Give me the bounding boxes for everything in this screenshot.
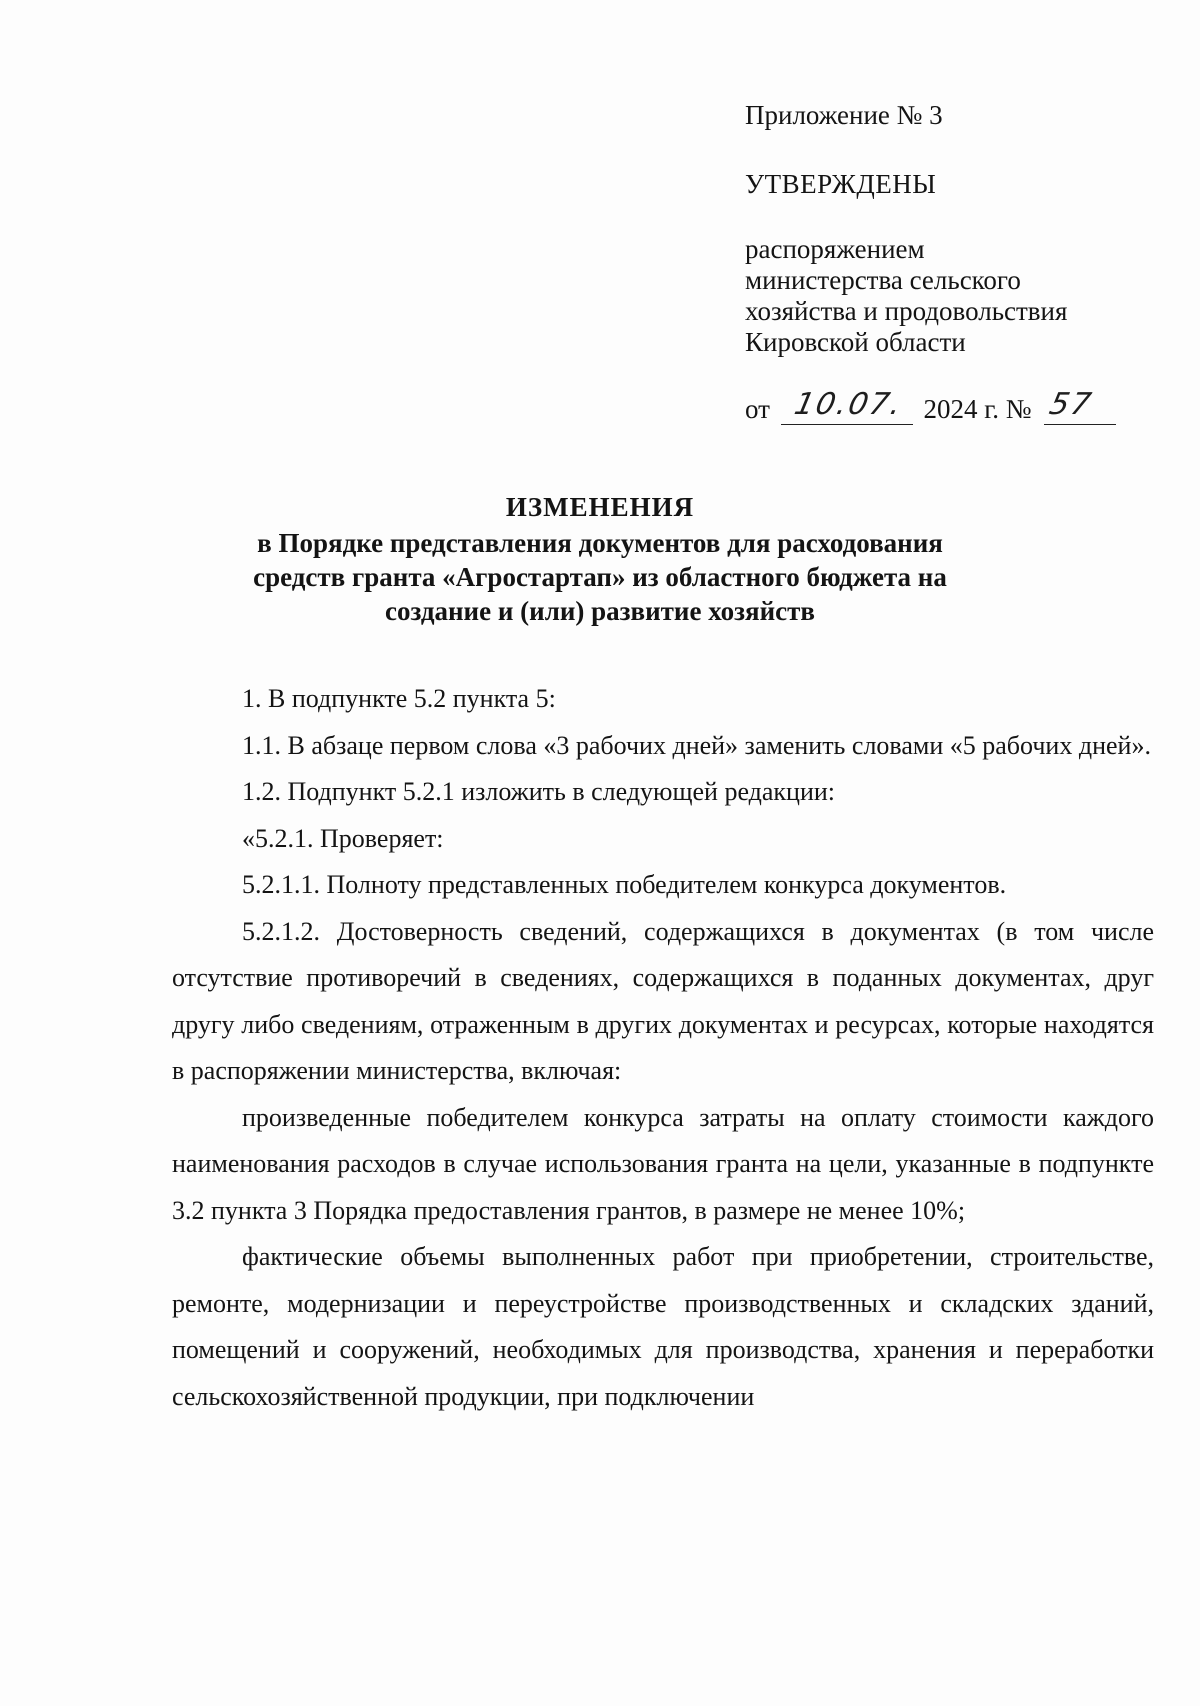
heading-title: ИЗМЕНЕНИЯ: [505, 492, 695, 522]
authority-line: Кировской области: [745, 327, 966, 357]
approved-label: УТВЕРЖДЕНЫ: [745, 169, 937, 199]
handwritten-date: 10.07.: [790, 387, 906, 422]
paragraph: 5.2.1.2. Достоверность сведений, содержащихся в документах (в том числе отсутствие противоречий в сведениях, содержащихся в поданных документах, друг другу либо сведениям, отраженным в других документах и ресурсах, которые находятся в распоряжении министерства, включая:: [172, 916, 1154, 1085]
date-blank: [781, 387, 913, 425]
heading-subtitle-line: средств гранта «Агростартап» из областного бюджета на: [253, 562, 947, 592]
paragraph: 1.1. В абзаце первом слова «3 рабочих дней» заменить словами «5 рабочих дней».: [242, 730, 1151, 760]
document-body: [172, 676, 1154, 1420]
paragraph: произведенные победителем конкурса затраты на оплату стоимости каждого наименования расходов в случае использования гранта на цели, указанные в подпункте 3.2 пункта 3 Порядка предоставления грантов, в размере не менее 10%;: [172, 1102, 1154, 1225]
heading-subtitle-line: в Порядке представления документов для расходования: [257, 528, 943, 558]
approval-block: [745, 100, 1145, 425]
authority-line: хозяйства и продовольствия: [745, 296, 1068, 326]
authority-line: министерства сельского: [745, 265, 1021, 295]
approving-authority: [745, 234, 1145, 358]
handwritten-number: 57: [1046, 387, 1097, 422]
paragraph: фактические объемы выполненных работ при приобретении, строительстве, ремонте, модернизации и переустройстве производственных и складских зданий, помещений и сооружений, необходимых для производства, хранения и переработки сельскохозяйственной продукции, при подключении: [172, 1242, 1154, 1411]
date-prefix: от: [745, 394, 770, 424]
paragraph: 5.2.1.1. Полноту представленных победителем конкурса документов.: [242, 870, 1007, 899]
year-number-label: 2024 г. №: [923, 394, 1032, 424]
paragraph: 1. В подпункте 5.2 пункта 5:: [242, 684, 556, 713]
paragraph: «5.2.1. Проверяет:: [242, 823, 444, 853]
document-heading: [200, 490, 1000, 628]
number-blank: [1044, 387, 1116, 425]
heading-subtitle-line: создание и (или) развитие хозяйств: [384, 596, 816, 626]
appendix-label: Приложение № 3: [745, 100, 943, 130]
paragraph: 1.2. Подпункт 5.2.1 изложить в следующей редакции:: [242, 777, 836, 806]
authority-line: распоряжением: [745, 234, 925, 264]
date-number-line: [745, 387, 1145, 425]
